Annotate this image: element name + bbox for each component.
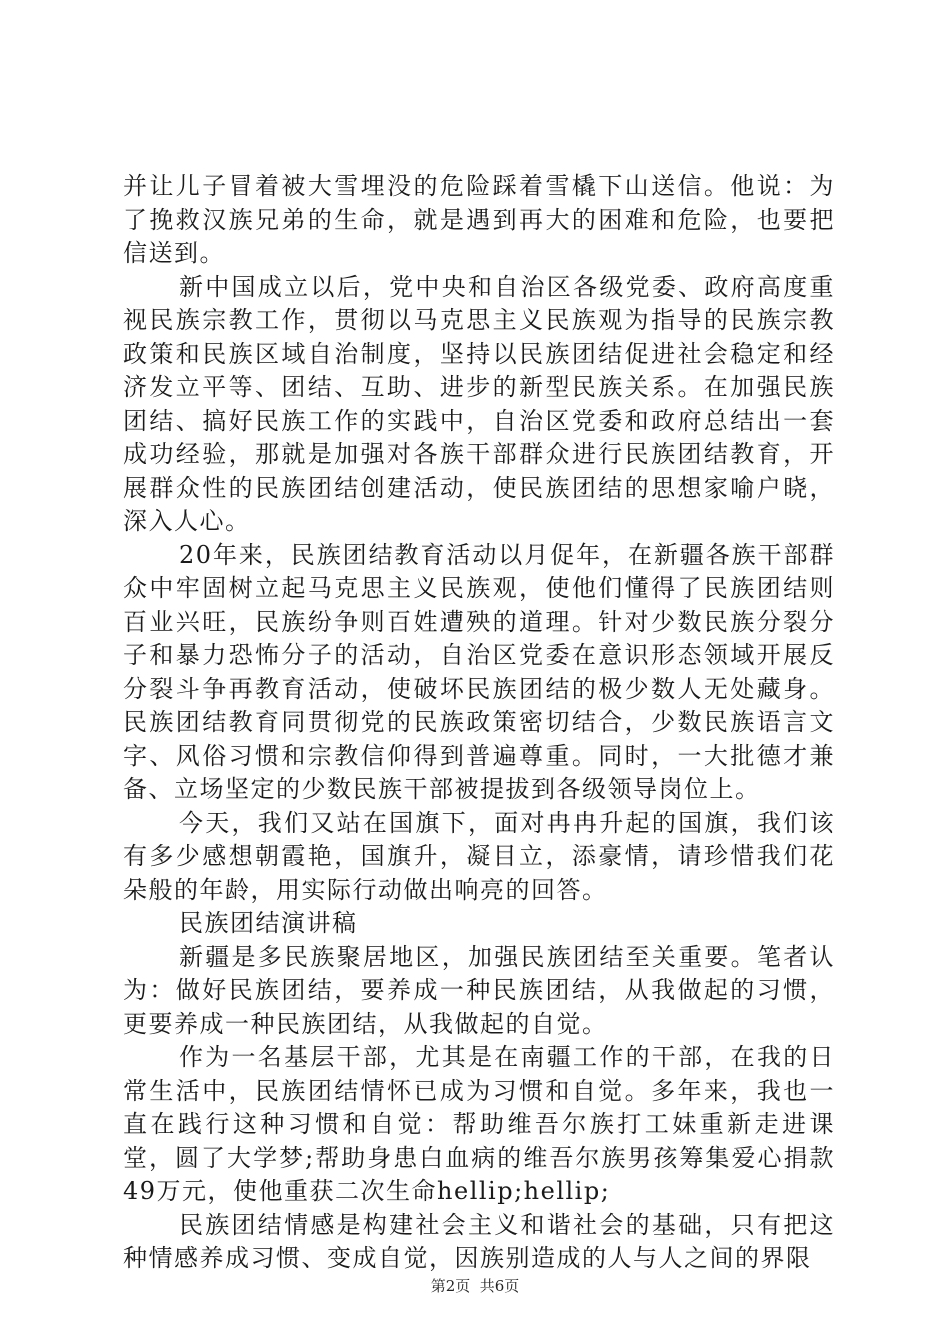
paragraph-3: 20年来，民族团结教育活动以月促年，在新疆各族干部群众中牢固树立起马克思主义民族观，使他们懂得了民族团结则百业兴旺，民族纷争则百姓遭殃的道理。针对少数民族分裂分子和暴力恐怖分子的活动，自治区党委在意识形态领域开展反分裂斗争再教育活动，使破坏民族团结的极少数人无处藏身。民族团结教育同贯彻党的民族政策密切结合，少数民族语言文字、风俗习惯和宗教信仰得到普遍尊重。同时，一大批德才兼备、立场坚定的少数民族干部被提拔到各级领导岗位上。: [123, 540, 835, 803]
paragraph-4: 今天，我们又站在国旗下，面对冉冉升起的国旗，我们该有多少感想朝霞艳，国旗升，凝目立，添豪情，请珍惜我们花朵般的年龄，用实际行动做出响亮的回答。: [123, 808, 835, 904]
paragraph-6: 作为一名基层干部，尤其是在南疆工作的干部，在我的日常生活中，民族团结情怀已成为习惯和自觉。多年来，我也一直在践行这种习惯和自觉：帮助维吾尔族打工妹重新走进课堂，圆了大学梦;帮助身患白血病的维吾尔族男孩筹集爱心捐款49万元，使他重获二次生命hellip;hellip;: [123, 1043, 835, 1205]
paragraph-5: 新疆是多民族聚居地区，加强民族团结至关重要。笔者认为：做好民族团结，要养成一种民族团结，从我做起的习惯，更要养成一种民族团结，从我做起的自觉。: [123, 942, 835, 1038]
page-footer: [0, 1276, 950, 1296]
section-heading: 民族团结演讲稿: [179, 909, 358, 937]
document-body: [123, 170, 835, 1276]
paragraph-1: 并让儿子冒着被大雪埋没的危险踩着雪橇下山送信。他说：为了挽救汉族兄弟的生命，就是遇到再大的困难和危险，也要把信送到。: [123, 172, 835, 267]
paragraph-2: 新中国成立以后，党中央和自治区各级党委、政府高度重视民族宗教工作，贯彻以马克思主义民族观为指导的民族宗教政策和民族区域自治制度，坚持以民族团结促进社会稳定和经济发立平等、团结、互助、进步的新型民族关系。在加强民族团结、搞好民族工作的实践中，自治区党委和政府总结出一套成功经验，那就是加强对各族干部群众进行民族团结教育，开展群众性的民族团结创建活动，使民族团结的思想家喻户晓，深入人心。: [123, 272, 835, 535]
paragraph-7: 民族团结情感是构建社会主义和谐社会的基础，只有把这种情感养成习惯、变成自觉，因族别造成的人与人之间的界限: [123, 1210, 835, 1272]
page-number-label: 第2页 共6页: [430, 1277, 520, 1295]
